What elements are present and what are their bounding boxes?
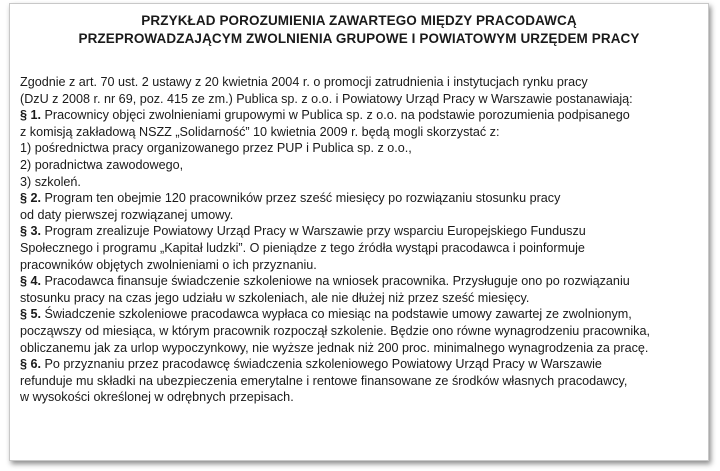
section-5-line: obliczanemu jak za urlop wypoczynkowy, nie wyższe jednak niż 200 proc. minimalnego wynagrodzenia za pracę. xyxy=(20,340,649,355)
section-3-line: Społecznego i programu „Kapitał ludzki”. O pieniądze z tego źródła wystąpi pracodawca i poinformuje xyxy=(20,240,585,255)
section-text: Program ten obejmie 120 pracowników przez sześć miesięcy po rozwiązaniu stosunku pracy xyxy=(41,191,561,206)
section-mark: § 2. xyxy=(20,191,42,206)
title-line: PRZEPROWADZAJĄCYM ZWOLNIENIA GRUPOWE I POWIATOWYM URZĘDEM PRACY xyxy=(78,31,640,46)
section-text: Pracodawca finansuje świadczenie szkoleniowe na wniosek pracownika. Przysługuje ono po rozwiązaniu xyxy=(41,274,630,289)
section-5-line: począwszy od miesiąca, w którym pracownik rozpoczął szkolenie. Będzie ono równe wynagrodzeniu pracownika, xyxy=(20,323,650,338)
section-6-line: w wysokości określonej w odrębnych przepisach. xyxy=(20,390,294,405)
section-5-line xyxy=(20,306,700,323)
section-1-line: z komisją zakładową NSZZ „Solidarność” 10 kwietnia 2009 r. będą mogli skorzystać z: xyxy=(20,124,500,139)
document-body xyxy=(20,74,700,406)
section-mark: § 4. xyxy=(20,274,42,289)
document-title xyxy=(10,12,708,48)
section-mark: § 5. xyxy=(20,307,42,322)
section-1-line: 3) szkoleń. xyxy=(20,174,81,189)
section-3-line: pracowników objętych zwolnieniami o ich przyznaniu. xyxy=(20,257,317,272)
section-text: Świadczenie szkoleniowe pracodawca wypłaca co miesiąc na podstawie umowy zawartej ze zwolnionym, xyxy=(41,307,632,322)
section-text: Program zrealizuje Powiatowy Urząd Pracy w Warszawie przy wsparciu Europejskiego Funduszu xyxy=(41,224,586,239)
section-4-line xyxy=(20,273,700,290)
section-mark: § 3. xyxy=(20,224,42,239)
intro-line: Zgodnie z art. 70 ust. 2 ustawy z 20 kwietnia 2004 r. o promocji zatrudnienia i instytucjach rynku pracy xyxy=(20,75,588,89)
title-line: PRZYKŁAD POROZUMIENIA ZAWARTEGO MIĘDZY PRACODAWCĄ xyxy=(141,13,577,28)
section-6-line xyxy=(20,356,700,373)
section-text: Pracownicy objęci zwolnieniami grupowymi w Publica sp. z o.o. na podstawie porozumienia podpisanego xyxy=(41,108,630,123)
section-mark: § 6. xyxy=(20,357,42,372)
intro-line: (DzU z 2008 r. nr 69, poz. 415 ze zm.) Publica sp. z o.o. i Powiatowy Urząd Pracy w Warszawie postanawiają: xyxy=(20,91,633,106)
section-2-line xyxy=(20,190,700,207)
section-1-line xyxy=(20,107,700,124)
section-1-line: 1) pośrednictwa pracy organizowanego przez PUP i Publica sp. z o.o., xyxy=(20,141,412,156)
section-text: Po przyznaniu przez pracodawcę świadczenia szkoleniowego Powiatowy Urząd Pracy w Warszawie xyxy=(41,357,602,372)
section-2-line: od daty pierwszej rozwiązanej umowy. xyxy=(20,207,234,222)
document-frame xyxy=(9,3,709,461)
section-3-line xyxy=(20,223,700,240)
section-6-line: refunduje mu składki na ubezpieczenia emerytalne i rentowe finansowane ze środków własnych pracodawcy, xyxy=(20,373,628,388)
section-4-line: stosunku pracy na czas jego udziału w szkoleniach, ale nie dłużej niż przez sześć miesięcy. xyxy=(20,290,530,305)
section-1-line: 2) poradnictwa zawodowego, xyxy=(20,157,184,172)
section-mark: § 1. xyxy=(20,108,42,123)
